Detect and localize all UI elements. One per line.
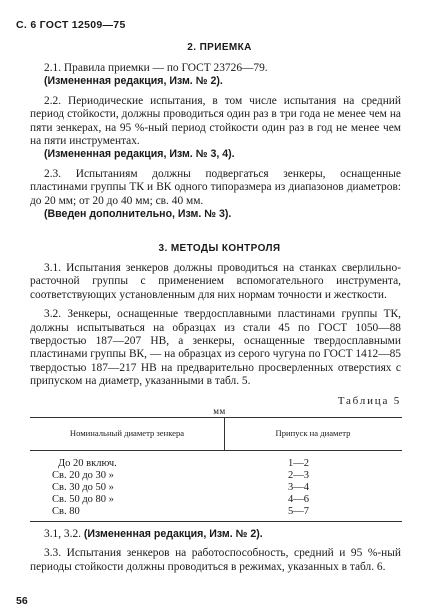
table-row-diameter: Св. 50 до 80 » — [52, 494, 114, 505]
table-bottom-rule — [30, 521, 402, 522]
table-row-allowance: 1—2 — [288, 458, 309, 469]
table-row-diameter: До 20 включ. — [58, 458, 117, 469]
table-row-allowance: 4—6 — [288, 494, 309, 505]
table-caption: Таблица 5 — [337, 395, 401, 407]
table-row-allowance: 2—3 — [288, 470, 309, 481]
paragraph-2-3: 2.3. Испытаниям должны подвергаться зенкеры, оснащенные пластинами группы ТК и ВК одного типоразмера из диапазонов диаметров: до 20 мм; от 20 до 40 мм; св. 40 мм. — [30, 167, 401, 207]
table-row-allowance: 5—7 — [288, 506, 309, 517]
section-title-acceptance: 2. ПРИЕМКА — [187, 42, 252, 53]
paragraph-2-2: 2.2. Периодические испытания, в том числе испытания на средний период стойкости, должны проводиться один раз в три года не менее чем на пяти зенкерах, на 95 %-ный период стойкости один раз в год не менее чем на пяти инструментах. — [30, 94, 401, 148]
table-top-rule — [30, 417, 402, 418]
paragraph-3-2: 3.2. Зенкеры, оснащенные твердосплавными пластинами группы ТК, должны испытываться на образцах из стали 45 по ГОСТ 1050—88 твердостью 187—207 НВ, а зенкеры, оснащенные твердосплавными пластинами группы ВК, — на образцах из серого чугуна по ГОСТ 1412—85 твердостью 187—217 НВ на предварительно просверленных отверстиях с припуском на диаметр, указанными в табл. 5. — [30, 308, 401, 388]
amendment-note-text: (Измененная редакция, Изм. № 2). — [83, 528, 263, 540]
table-unit: мм — [213, 406, 226, 416]
table-header-rule — [30, 450, 402, 451]
page-number: 56 — [16, 595, 28, 607]
section-2-body — [30, 62, 401, 221]
table-row-allowance: 3—4 — [288, 482, 309, 493]
table-row-diameter: Св. 80 — [52, 506, 80, 517]
section-title-test-methods: 3. МЕТОДЫ КОНТРОЛЯ — [158, 243, 281, 254]
paragraph-2-1: 2.1. Правила приемки — по ГОСТ 23726—79. — [44, 62, 268, 74]
running-header: С. 6 ГОСТ 12509—75 — [16, 19, 126, 31]
paragraph-3-3: 3.3. Испытания зенкеров на работоспособность, средний и 95 %-ный периоды стойкости должны проводиться в режимах, указанных в табл. 6. — [30, 547, 401, 573]
table-row-diameter: Св. 30 до 50 » — [52, 482, 114, 493]
amendment-note-2-2: (Измененная редакция, Изм. № 3, 4). — [44, 148, 235, 161]
amendment-note-2-1: (Измененная редакция, Изм. № 2). — [44, 75, 223, 88]
amendment-note-3-1-3-2 — [30, 528, 401, 541]
table-row-diameter: Св. 20 до 30 » — [52, 470, 114, 481]
section-3-body — [30, 262, 401, 389]
paragraph-3-1: 3.1. Испытания зенкеров должны проводиться на станках сверлильно-расточной группы с применением вспомогательного инструмента, соответствующих установленным для них нормам точности и жесткости. — [30, 262, 401, 301]
amendment-note-2-3: (Введен дополнительно, Изм. № 3). — [44, 208, 232, 221]
amendment-note-prefix: 3.1, 3.2. — [44, 528, 82, 540]
column-header-diameter: Номинальный диаметр зенкера — [69, 428, 185, 438]
after-table-body — [30, 528, 401, 574]
column-header-allowance: Припуск на диаметр — [275, 428, 351, 438]
